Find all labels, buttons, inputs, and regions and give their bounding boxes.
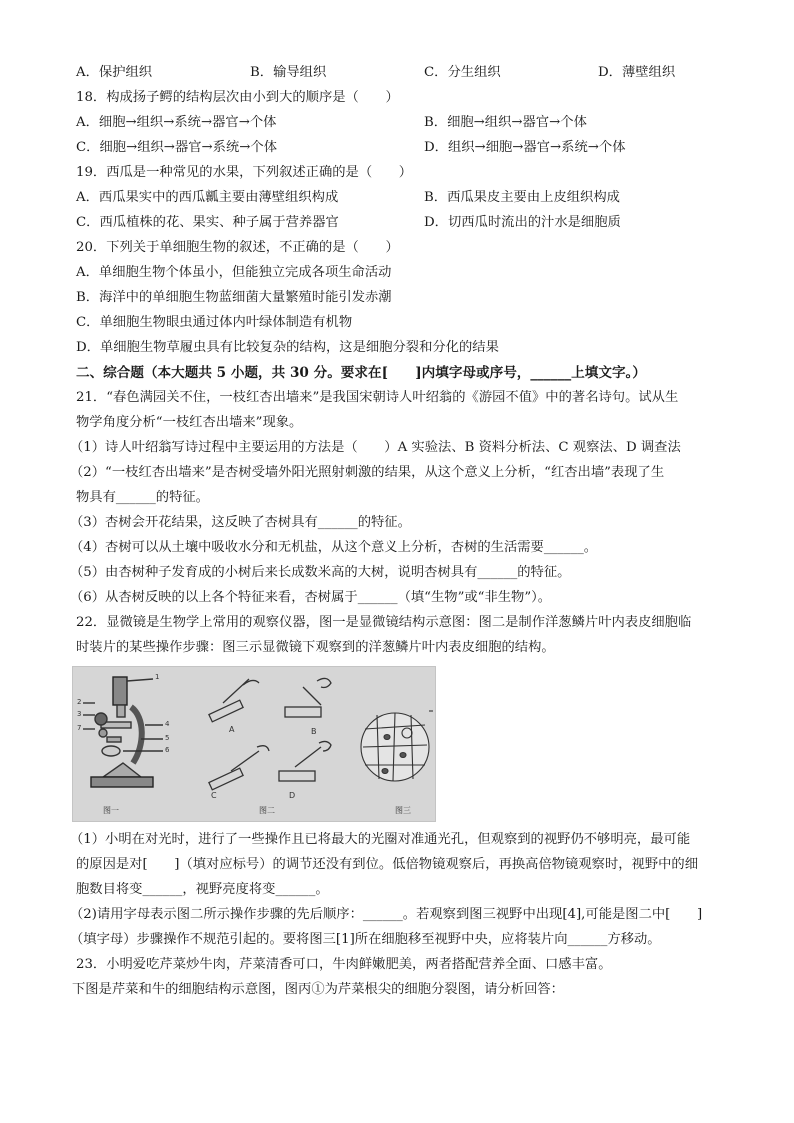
q22-part1-line1: （1）小明在对光时，进行了一些操作且已将最大的光圈对准通光孔，但观察到的视野仍不够明亮，最可能 bbox=[70, 832, 691, 847]
part-number-4: 4 bbox=[165, 720, 170, 728]
microscope-illustration bbox=[83, 677, 163, 787]
q20-option-a: A．单细胞生物个体虽小，但能独立完成各项生命活动 bbox=[76, 265, 392, 280]
q20-stem: 20．下列关于单细胞生物的叙述，不正确的是（ ） bbox=[76, 240, 399, 255]
cell-view-illustration bbox=[361, 711, 433, 781]
q22-part1-line3: 胞数目将变______，视野亮度将变______。 bbox=[76, 882, 329, 897]
part-number-6: 6 bbox=[165, 746, 170, 754]
q21-part5: （5）由杏树种子发育成的小树后来长成数米高的大树，说明杏树具有______的特征。 bbox=[70, 565, 571, 580]
step-b-label: B bbox=[311, 727, 317, 736]
figure2-label: 图二 bbox=[259, 806, 275, 815]
figure1-label: 图一 bbox=[103, 806, 119, 815]
figure-drawing bbox=[73, 667, 435, 821]
q21-part2-line2: 物具有______的特征。 bbox=[76, 490, 209, 505]
q18-option-d: D．组织→细胞→器官→系统→个体 bbox=[424, 140, 626, 155]
q21-part1: （1）诗人叶绍翁写诗过程中主要运用的方法是（ ）A 实验法、B 资料分析法、C 观察法、D 调查法 bbox=[70, 440, 681, 455]
q22-stem-line2: 时装片的某些操作步骤：图三示显微镜下观察到的洋葱鳞片叶内表皮细胞的结构。 bbox=[76, 640, 555, 655]
q18-option-b: B．细胞→组织→器官→个体 bbox=[424, 115, 587, 130]
microscope-figure bbox=[72, 666, 436, 822]
q21-part2-line1: （2）“一枝红杏出墙来”是杏树受墙外阳光照射刺激的结果，从这个意义上分析，“红杏出墙”表现了生 bbox=[70, 465, 665, 480]
q18-option-c: C．细胞→组织→器官→系统→个体 bbox=[76, 140, 278, 155]
q21-stem-line2: 物学角度分析“一枝红杏出墙来”现象。 bbox=[76, 415, 303, 430]
q22-part2-line1: （2)请用字母表示图二所示操作步骤的先后顺序：______。若观察到图三视野中出现[4],可能是图二中[ ] bbox=[70, 907, 703, 922]
q21-part3: （3）杏树会开花结果，这反映了杏树具有______的特征。 bbox=[70, 515, 411, 530]
q21-stem-line1: 21．“春色满园关不住，一枝红杏出墙来”是我国宋朝诗人叶绍翁的《游园不值》中的著名诗句。试从生 bbox=[76, 390, 679, 405]
q20-option-b: B．海洋中的单细胞生物蓝细菌大量繁殖时能引发赤潮 bbox=[76, 290, 392, 305]
part-number-3: 3 bbox=[77, 710, 82, 718]
q19-option-c: C．西瓜植株的花、果实、种子属于营养器官 bbox=[76, 215, 339, 230]
q22-part2-line2: （填字母）步骤操作不规范引起的。要将图三[1]所在细胞移至视野中央，应将装片向______方移动。 bbox=[70, 932, 661, 947]
part-number-7: 7 bbox=[77, 724, 82, 732]
q17-option-d: D．薄壁组织 bbox=[598, 65, 676, 80]
q23-line2: 下图是芹菜和牛的细胞结构示意图，图丙①为芹菜根尖的细胞分裂图，请分析回答： bbox=[72, 982, 564, 997]
q17-option-c: C．分生组织 bbox=[424, 65, 501, 80]
part-number-5: 5 bbox=[165, 734, 170, 742]
q20-option-d: D．单细胞生物草履虫具有比较复杂的结构，这是细胞分裂和分化的结果 bbox=[76, 340, 499, 355]
section-heading: 二、综合题（本大题共 5 小题，共 30 分。要求在[ ]内填字母或序号，______上填文字。） bbox=[76, 365, 646, 381]
q22-stem-line1: 22．显微镜是生物学上常用的观察仪器，图一是显微镜结构示意图：图二是制作洋葱鳞片叶内表皮细胞临 bbox=[76, 615, 692, 630]
q18-stem: 18．构成扬子鳄的结构层次由小到大的顺序是（ ） bbox=[76, 90, 399, 105]
figure3-label: 图三 bbox=[395, 806, 411, 815]
q20-option-c: C．单细胞生物眼虫通过体内叶绿体制造有机物 bbox=[76, 315, 353, 330]
q21-part4: （4）杏树可以从土壤中吸收水分和无机盐，从这个意义上分析，杏树的生活需要______。 bbox=[70, 540, 598, 555]
q19-option-b: B．西瓜果皮主要由上皮组织构成 bbox=[424, 190, 620, 205]
q17-option-a: A．保护组织 bbox=[76, 65, 153, 80]
q22-part1-line2: 的原因是对[ ]（填对应标号）的调节还没有到位。低倍物镜观察后，再换高倍物镜观察时，视野中的细 bbox=[76, 857, 699, 872]
q23-stem: 23．小明爱吃芹菜炒牛肉，芹菜清香可口，牛肉鲜嫩肥美，两者搭配营养全面、口感丰富。 bbox=[76, 957, 612, 972]
q18-option-a: A．细胞→组织→系统→器官→个体 bbox=[76, 115, 277, 130]
step-a-label: A bbox=[229, 725, 235, 734]
part-number-2: 2 bbox=[77, 698, 82, 706]
q17-option-b: B．输导组织 bbox=[250, 65, 327, 80]
q19-option-a: A．西瓜果实中的西瓜瓤主要由薄壁组织构成 bbox=[76, 190, 339, 205]
q19-stem: 19．西瓜是一种常见的水果，下列叙述正确的是（ ） bbox=[76, 165, 413, 180]
q19-option-d: D．切西瓜时流出的汁水是细胞质 bbox=[424, 215, 621, 230]
step-c-label: C bbox=[211, 791, 217, 800]
part-number-1: 1 bbox=[155, 673, 160, 681]
step-d-label: D bbox=[289, 791, 296, 800]
q21-part6: （6）从杏树反映的以上各个特征来看，杏树属于______（填“生物”或“非生物”）。 bbox=[70, 590, 552, 605]
